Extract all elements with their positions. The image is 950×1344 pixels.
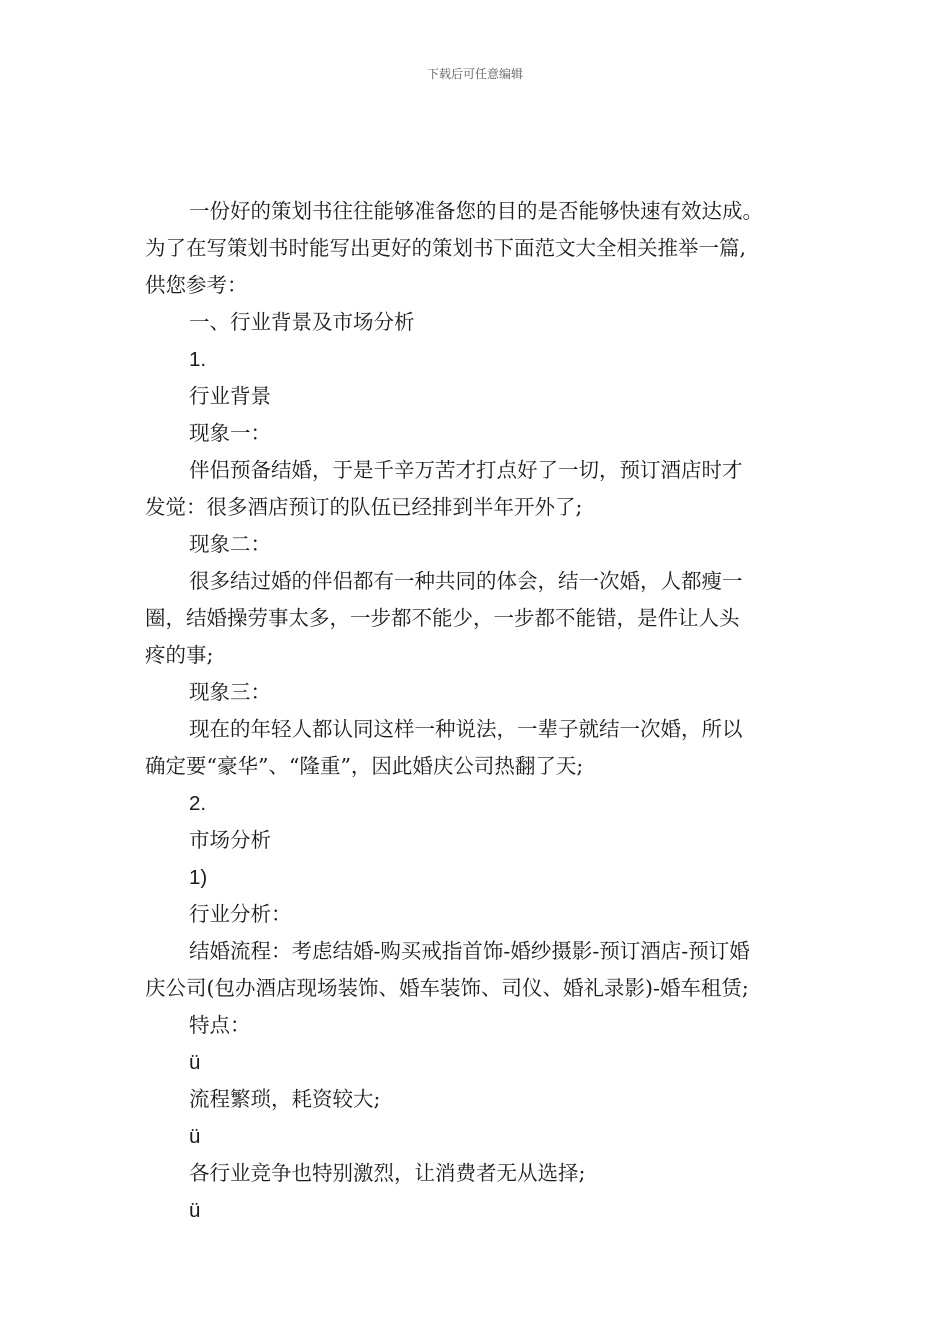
- bullet-marker: ü: [189, 1051, 201, 1074]
- page-header: 下载后可任意编辑: [426, 67, 523, 81]
- text-line: 一份好的策划书往往能够准备您的目的是否能够快速有效达成。: [189, 199, 763, 223]
- text-line: 很多结过婚的伴侣都有一种共同的体会，结一次婚，人都瘦一: [189, 569, 743, 593]
- text-line: 行业分析：: [189, 902, 292, 926]
- text-line: 现象一：: [189, 421, 271, 445]
- list-number: 2.: [189, 792, 207, 815]
- document-body: [145, 193, 825, 1229]
- text-line: 各行业竞争也特别激烈，让消费者无从选择;: [189, 1161, 586, 1185]
- text-line: 现象三：: [189, 680, 271, 704]
- bullet-marker: ü: [189, 1199, 201, 1222]
- text-line: 特点：: [189, 1013, 251, 1037]
- subsection-heading: 市场分析: [189, 828, 271, 852]
- list-number: 1.: [189, 348, 207, 371]
- text-line: 为了在写策划书时能写出更好的策划书下面范文大全相关推举一篇,: [145, 236, 747, 260]
- bullet-marker: ü: [189, 1125, 201, 1148]
- text-line: 现在的年轻人都认同这样一种说法，一辈子就结一次婚，所以: [189, 717, 743, 741]
- text-line: 疼的事;: [145, 643, 214, 667]
- text-line: 供您参考：: [145, 273, 248, 297]
- text-line: 圈，结婚操劳事太多，一步都不能少，一步都不能错，是件让人头: [145, 606, 740, 630]
- subsection-heading: 行业背景: [189, 384, 271, 408]
- list-number: 1): [189, 866, 208, 889]
- text-line: 发觉：很多酒店预订的队伍已经排到半年开外了;: [145, 495, 583, 519]
- text-line: 现象二：: [189, 532, 271, 556]
- text-line: 伴侣预备结婚，于是千辛万苦才打点好了一切，预订酒店时才: [189, 458, 743, 482]
- text-line: 庆公司(包办酒店现场装饰、婚车装饰、司仪、婚礼录影)-婚车租赁;: [145, 976, 749, 1000]
- text-line: 结婚流程：考虑结婚-购买戒指首饰-婚纱摄影-预订酒店-预订婚: [189, 939, 750, 963]
- text-line: 确定要“豪华”、“隆重”，因此婚庆公司热翻了天;: [145, 754, 584, 778]
- text-line: 流程繁琐，耗资较大;: [189, 1087, 381, 1111]
- section-heading: 一、行业背景及市场分析: [189, 310, 415, 334]
